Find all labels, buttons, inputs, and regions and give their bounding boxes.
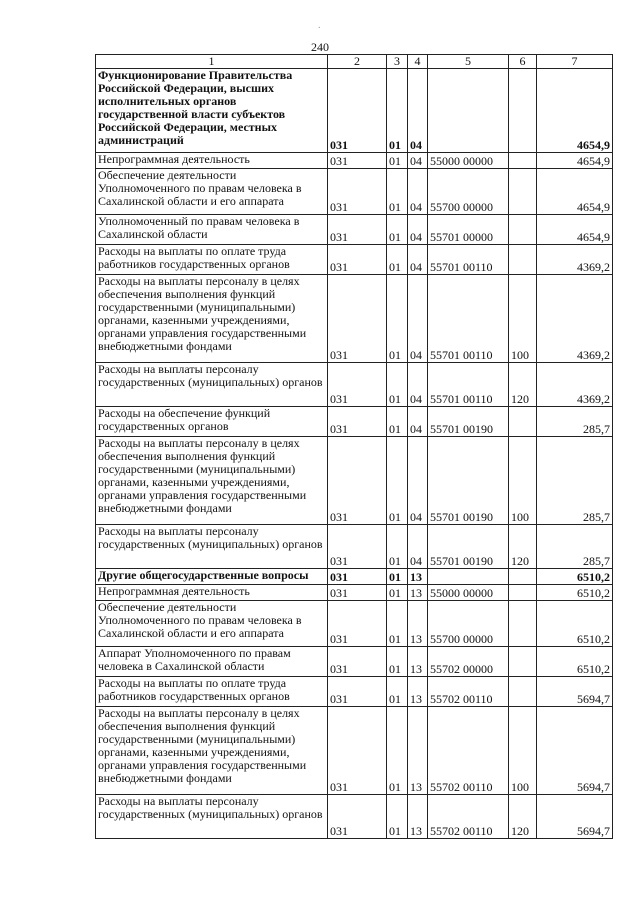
row-amount: 4654,9	[537, 69, 613, 153]
row-amount: 4654,9	[537, 169, 613, 215]
row-amount: 285,7	[537, 525, 613, 569]
row-code-expense-type: 100	[509, 707, 537, 795]
row-code-expense-type: 100	[509, 275, 537, 363]
row-name: Расходы на выплаты по оплате труда работников государственных органов	[96, 677, 328, 707]
table-row	[96, 275, 613, 363]
row-name: Аппарат Уполномоченного по правам человека в Сахалинской области	[96, 647, 328, 677]
row-amount: 6510,2	[537, 601, 613, 647]
row-code-expense-type	[509, 569, 537, 585]
row-code-admin: 031	[328, 407, 387, 437]
row-code-target: 55701 00190	[428, 525, 509, 569]
column-header: 2	[328, 55, 387, 69]
row-code-subsection: 04	[408, 69, 428, 153]
row-code-subsection: 04	[408, 169, 428, 215]
row-code-admin: 031	[328, 169, 387, 215]
row-code-subsection: 13	[408, 795, 428, 839]
row-code-expense-type	[509, 69, 537, 153]
row-code-subsection: 04	[408, 437, 428, 525]
column-header: 6	[509, 55, 537, 69]
row-code-section: 01	[387, 153, 408, 169]
row-amount: 285,7	[537, 407, 613, 437]
row-code-subsection: 13	[408, 569, 428, 585]
table-row	[96, 601, 613, 647]
row-code-admin: 031	[328, 569, 387, 585]
row-code-admin: 031	[328, 245, 387, 275]
row-amount: 4369,2	[537, 363, 613, 407]
row-amount: 6510,2	[537, 569, 613, 585]
row-amount: 285,7	[537, 437, 613, 525]
row-code-expense-type: 120	[509, 525, 537, 569]
table-row	[96, 795, 613, 839]
row-code-subsection: 13	[408, 647, 428, 677]
row-code-section: 01	[387, 215, 408, 245]
table-row	[96, 647, 613, 677]
row-code-target: 55701 00110	[428, 275, 509, 363]
scan-mark: .	[318, 20, 321, 31]
row-name: Расходы на обеспечение функций государственных органов	[96, 407, 328, 437]
row-name: Непрограммная деятельность	[96, 153, 328, 169]
row-code-section: 01	[387, 569, 408, 585]
row-name: Другие общегосударственные вопросы	[96, 569, 328, 585]
row-code-admin: 031	[328, 153, 387, 169]
row-code-admin: 031	[328, 275, 387, 363]
column-header: 5	[428, 55, 509, 69]
table-row	[96, 677, 613, 707]
row-code-admin: 031	[328, 69, 387, 153]
row-code-admin: 031	[328, 525, 387, 569]
table-row	[96, 245, 613, 275]
row-code-section: 01	[387, 437, 408, 525]
row-code-expense-type	[509, 585, 537, 601]
table-row	[96, 363, 613, 407]
row-code-target: 55701 00000	[428, 215, 509, 245]
row-amount: 5694,7	[537, 795, 613, 839]
row-amount: 4654,9	[537, 215, 613, 245]
row-code-subsection: 13	[408, 677, 428, 707]
row-name: Функционирование Правительства Российской Федерации, высших исполнительных органов государственной власти субъектов Российской Федерации, местных администраций	[96, 69, 328, 153]
row-code-admin: 031	[328, 585, 387, 601]
row-code-admin: 031	[328, 795, 387, 839]
table-row	[96, 169, 613, 215]
row-code-expense-type	[509, 647, 537, 677]
row-name: Обеспечение деятельности Уполномоченного по правам человека в Сахалинской области и его аппарата	[96, 601, 328, 647]
row-code-admin: 031	[328, 215, 387, 245]
row-code-section: 01	[387, 245, 408, 275]
row-code-expense-type	[509, 601, 537, 647]
table-row	[96, 215, 613, 245]
row-code-target: 55701 00110	[428, 363, 509, 407]
row-code-section: 01	[387, 169, 408, 215]
row-code-target	[428, 69, 509, 153]
row-code-expense-type	[509, 215, 537, 245]
column-header: 3	[387, 55, 408, 69]
row-code-section: 01	[387, 525, 408, 569]
row-code-target: 55701 00110	[428, 245, 509, 275]
row-amount: 4369,2	[537, 275, 613, 363]
row-code-expense-type: 120	[509, 795, 537, 839]
row-code-subsection: 04	[408, 215, 428, 245]
page-number: 240	[311, 40, 329, 54]
row-code-section: 01	[387, 795, 408, 839]
row-name: Расходы на выплаты персоналу в целях обеспечения выполнения функций государственными (муниципальными) органами, казенными учреждениями, органами управления государственными внебюджетными фондами	[96, 275, 328, 363]
table-row	[96, 585, 613, 601]
budget-table	[95, 54, 613, 839]
row-name: Расходы на выплаты персоналу государственных (муниципальных) органов	[96, 363, 328, 407]
table-header-row	[96, 55, 613, 69]
row-amount: 6510,2	[537, 585, 613, 601]
row-code-expense-type: 100	[509, 437, 537, 525]
column-header: 4	[408, 55, 428, 69]
column-header: 1	[96, 55, 328, 69]
table-row	[96, 437, 613, 525]
row-code-subsection: 13	[408, 601, 428, 647]
table-row	[96, 525, 613, 569]
row-code-section: 01	[387, 647, 408, 677]
row-code-target: 55000 00000	[428, 585, 509, 601]
row-name: Непрограммная деятельность	[96, 585, 328, 601]
row-code-target: 55700 00000	[428, 601, 509, 647]
row-name: Расходы на выплаты персоналу в целях обеспечения выполнения функций государственными (муниципальными) органами, казенными учреждениями, органами управления государственными внебюджетными фондами	[96, 437, 328, 525]
row-code-expense-type	[509, 245, 537, 275]
row-code-section: 01	[387, 275, 408, 363]
row-code-subsection: 04	[408, 525, 428, 569]
row-name: Уполномоченный по правам человека в Сахалинской области	[96, 215, 328, 245]
row-code-target: 55700 00000	[428, 169, 509, 215]
row-amount: 5694,7	[537, 677, 613, 707]
row-code-target: 55701 00190	[428, 407, 509, 437]
row-code-expense-type	[509, 153, 537, 169]
table-row	[96, 153, 613, 169]
row-code-section: 01	[387, 601, 408, 647]
row-name: Расходы на выплаты персоналу государственных (муниципальных) органов	[96, 795, 328, 839]
row-code-expense-type	[509, 677, 537, 707]
row-amount: 6510,2	[537, 647, 613, 677]
row-amount: 5694,7	[537, 707, 613, 795]
row-code-subsection: 13	[408, 707, 428, 795]
row-code-section: 01	[387, 363, 408, 407]
row-code-admin: 031	[328, 647, 387, 677]
row-code-admin: 031	[328, 707, 387, 795]
row-code-subsection: 13	[408, 585, 428, 601]
row-name: Расходы на выплаты по оплате труда работников государственных органов	[96, 245, 328, 275]
row-code-target: 55702 00000	[428, 647, 509, 677]
row-code-target: 55000 00000	[428, 153, 509, 169]
row-code-admin: 031	[328, 437, 387, 525]
row-code-admin: 031	[328, 363, 387, 407]
row-code-expense-type	[509, 169, 537, 215]
row-code-target: 55702 00110	[428, 707, 509, 795]
row-name: Расходы на выплаты персоналу в целях обеспечения выполнения функций государственными (муниципальными) органами, казенными учреждениями, органами управления государственными внебюджетными фондами	[96, 707, 328, 795]
row-code-subsection: 04	[408, 245, 428, 275]
row-code-admin: 031	[328, 677, 387, 707]
row-code-section: 01	[387, 407, 408, 437]
row-code-subsection: 04	[408, 407, 428, 437]
row-code-section: 01	[387, 585, 408, 601]
row-code-target: 55702 00110	[428, 795, 509, 839]
row-name: Обеспечение деятельности Уполномоченного по правам человека в Сахалинской области и его аппарата	[96, 169, 328, 215]
row-code-target	[428, 569, 509, 585]
table-row	[96, 569, 613, 585]
row-code-section: 01	[387, 677, 408, 707]
table-row	[96, 707, 613, 795]
column-header: 7	[537, 55, 613, 69]
row-code-expense-type	[509, 407, 537, 437]
row-code-section: 01	[387, 69, 408, 153]
row-code-subsection: 04	[408, 275, 428, 363]
row-code-subsection: 04	[408, 363, 428, 407]
row-amount: 4369,2	[537, 245, 613, 275]
row-code-target: 55701 00190	[428, 437, 509, 525]
row-amount: 4654,9	[537, 153, 613, 169]
row-name: Расходы на выплаты персоналу государственных (муниципальных) органов	[96, 525, 328, 569]
row-code-section: 01	[387, 707, 408, 795]
row-code-subsection: 04	[408, 153, 428, 169]
row-code-expense-type: 120	[509, 363, 537, 407]
table-row	[96, 407, 613, 437]
row-code-target: 55702 00110	[428, 677, 509, 707]
table-row	[96, 69, 613, 153]
row-code-admin: 031	[328, 601, 387, 647]
